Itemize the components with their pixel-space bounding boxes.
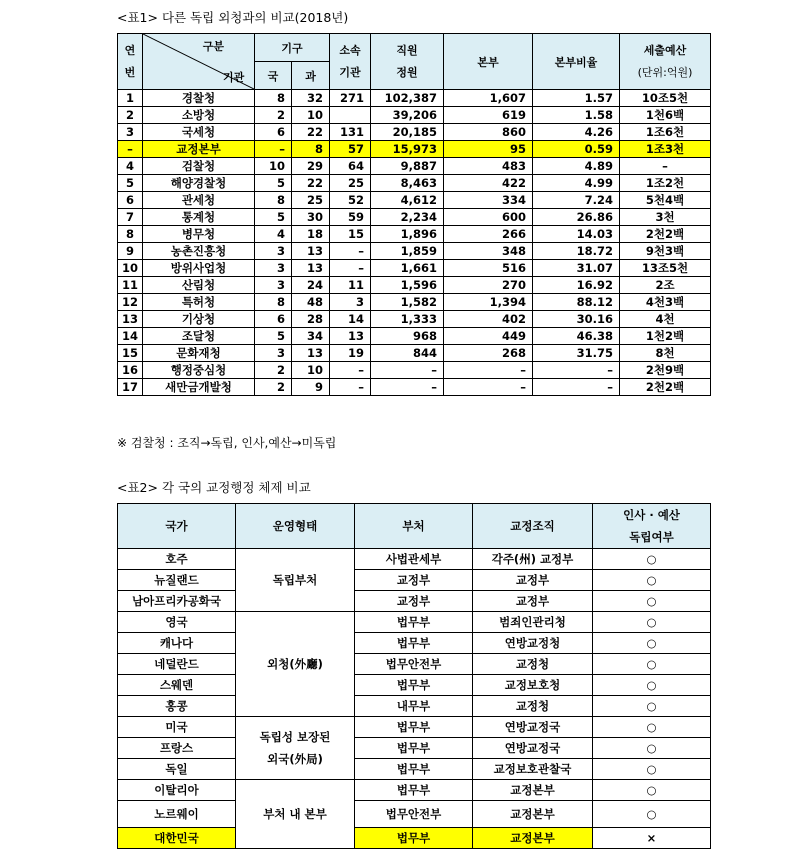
row-org: 경찰청 <box>143 90 255 107</box>
row-sosok: – <box>330 260 371 277</box>
row-ratio: 4.89 <box>533 158 620 175</box>
table-row <box>118 379 711 396</box>
row-hq: 270 <box>444 277 533 294</box>
row-org: 방위사업청 <box>143 260 255 277</box>
row-staff: 39,206 <box>371 107 444 124</box>
table-row <box>118 243 711 260</box>
row-org: 병무청 <box>143 226 255 243</box>
row-gwa: 32 <box>292 90 330 107</box>
row-sosok: – <box>330 362 371 379</box>
row-ratio: – <box>533 362 620 379</box>
table-row <box>118 345 711 362</box>
header-gigu: 기구 <box>255 34 330 62</box>
header-gubun: 구분 <box>202 40 224 53</box>
row-ministry: 법무부 <box>355 780 473 801</box>
row-country: 남아프리카공화국 <box>118 591 236 612</box>
row-gwa: 25 <box>292 192 330 209</box>
row-ministry: 법무부 <box>355 612 473 633</box>
row-ratio: 16.92 <box>533 277 620 294</box>
row-hq: 619 <box>444 107 533 124</box>
table-row <box>118 192 711 209</box>
row-independence: ○ <box>593 654 711 675</box>
row-gwa: 28 <box>292 311 330 328</box>
row-ratio: 0.59 <box>533 141 620 158</box>
row-no: 6 <box>118 192 143 209</box>
row-ratio: 88.12 <box>533 294 620 311</box>
table1-note: ※ 검찰청 : 조직→독립, 인사,예산→미독립 <box>117 436 337 450</box>
row-staff: 15,973 <box>371 141 444 158</box>
row-staff: 844 <box>371 345 444 362</box>
row-corrections-org: 교정부 <box>473 570 593 591</box>
table-row <box>118 612 711 633</box>
row-independence: ○ <box>593 675 711 696</box>
row-org: 관세청 <box>143 192 255 209</box>
row-guk: 5 <box>255 328 292 345</box>
row-country: 뉴질랜드 <box>118 570 236 591</box>
form-line: 독립부처 <box>272 573 318 587</box>
row-independence: ○ <box>593 801 711 828</box>
row-hq: 449 <box>444 328 533 345</box>
row-gwa: 9 <box>292 379 330 396</box>
row-guk: 6 <box>255 124 292 141</box>
row-corrections-org: 교정보호관찰국 <box>473 759 593 780</box>
row-ratio: 31.75 <box>533 345 620 362</box>
row-guk: 6 <box>255 311 292 328</box>
row-independence: ○ <box>593 591 711 612</box>
row-no: – <box>118 141 143 158</box>
row-sosok: 11 <box>330 277 371 294</box>
row-budget: 1조2천 <box>620 175 711 192</box>
row-hq: 95 <box>444 141 533 158</box>
header-gwa: 과 <box>292 62 330 90</box>
header-gigwan: 기관 <box>223 71 245 84</box>
row-corrections-org: 연방교정국 <box>473 738 593 759</box>
row-staff: 1,333 <box>371 311 444 328</box>
row-country: 프랑스 <box>118 738 236 759</box>
row-ratio: 26.86 <box>533 209 620 226</box>
header-bonbu: 본부 <box>444 34 533 90</box>
row-independence: ○ <box>593 570 711 591</box>
row-guk: 2 <box>255 107 292 124</box>
row-no: 1 <box>118 90 143 107</box>
row-sosok: 13 <box>330 328 371 345</box>
row-corrections-org: 교정본부 <box>473 801 593 828</box>
row-org: 특허청 <box>143 294 255 311</box>
row-sosok: 25 <box>330 175 371 192</box>
row-corrections-org: 연방교정청 <box>473 633 593 654</box>
row-hq: 348 <box>444 243 533 260</box>
row-gwa: 13 <box>292 260 330 277</box>
table-row <box>118 780 711 801</box>
row-budget: 9천3백 <box>620 243 711 260</box>
row-no: 5 <box>118 175 143 192</box>
table-row <box>118 828 711 849</box>
row-ministry: 내무부 <box>355 696 473 717</box>
row-gwa: 22 <box>292 124 330 141</box>
row-no: 10 <box>118 260 143 277</box>
row-budget: 10조5천 <box>620 90 711 107</box>
row-sosok: 14 <box>330 311 371 328</box>
row-corrections-org: 교정보호청 <box>473 675 593 696</box>
row-staff: 968 <box>371 328 444 345</box>
row-sosok: 271 <box>330 90 371 107</box>
row-org: 해양경찰청 <box>143 175 255 192</box>
table-row <box>118 175 711 192</box>
row-guk: 2 <box>255 362 292 379</box>
row-ratio: 7.24 <box>533 192 620 209</box>
table-row <box>118 801 711 828</box>
table1-caption: <표1> 다른 독립 외청과의 비교(2018년) <box>117 10 349 25</box>
row-staff: 1,896 <box>371 226 444 243</box>
row-guk: 3 <box>255 260 292 277</box>
table-row <box>118 209 711 226</box>
row-ministry: 교정부 <box>355 591 473 612</box>
row-staff: 8,463 <box>371 175 444 192</box>
table-row <box>118 107 711 124</box>
row-hq: 860 <box>444 124 533 141</box>
row-hq: 1,607 <box>444 90 533 107</box>
row-sosok <box>330 107 371 124</box>
table-row <box>118 226 711 243</box>
row-budget: 8천 <box>620 345 711 362</box>
row-hq: 1,394 <box>444 294 533 311</box>
row-country: 호주 <box>118 549 236 570</box>
row-gwa: 18 <box>292 226 330 243</box>
table-row <box>118 294 711 311</box>
row-budget: 1조6천 <box>620 124 711 141</box>
row-corrections-org: 각주(州) 교정부 <box>473 549 593 570</box>
comparison-table-agencies <box>117 33 711 396</box>
row-gwa: 22 <box>292 175 330 192</box>
header-guk: 국 <box>255 62 292 90</box>
row-guk: 5 <box>255 175 292 192</box>
row-ministry: 법무부 <box>355 717 473 738</box>
row-form <box>236 549 355 612</box>
table-row <box>118 277 711 294</box>
row-sosok: 131 <box>330 124 371 141</box>
row-hq: 516 <box>444 260 533 277</box>
row-independence: ○ <box>593 759 711 780</box>
row-ratio: 18.72 <box>533 243 620 260</box>
row-gwa: 34 <box>292 328 330 345</box>
row-org: 검찰청 <box>143 158 255 175</box>
table-row <box>118 591 711 612</box>
row-hq: 600 <box>444 209 533 226</box>
row-org: 농촌진흥청 <box>143 243 255 260</box>
row-corrections-org: 교정청 <box>473 696 593 717</box>
row-corrections-org: 교정부 <box>473 591 593 612</box>
row-sosok: 19 <box>330 345 371 362</box>
row-staff: 9,887 <box>371 158 444 175</box>
row-sosok: 59 <box>330 209 371 226</box>
row-country: 홍콩 <box>118 696 236 717</box>
table2-caption: <표2> 각 국의 교정행정 체제 비교 <box>117 480 311 495</box>
row-form <box>236 717 355 780</box>
row-guk: 8 <box>255 90 292 107</box>
row-corrections-org: 교정본부 <box>473 780 593 801</box>
row-form <box>236 780 355 849</box>
table-row <box>118 158 711 175</box>
row-budget: 4천3백 <box>620 294 711 311</box>
row-country: 독일 <box>118 759 236 780</box>
row-ministry: 법무부 <box>355 759 473 780</box>
row-budget: 2천2백 <box>620 379 711 396</box>
row-sosok: – <box>330 379 371 396</box>
row-gwa: 13 <box>292 345 330 362</box>
row-staff: 1,582 <box>371 294 444 311</box>
row-sosok: 64 <box>330 158 371 175</box>
row-staff: – <box>371 362 444 379</box>
row-no: 13 <box>118 311 143 328</box>
row-ministry: 법무부 <box>355 675 473 696</box>
table-row <box>118 633 711 654</box>
row-org: 새만금개발청 <box>143 379 255 396</box>
table-row <box>118 549 711 570</box>
row-hq: 483 <box>444 158 533 175</box>
row-country: 영국 <box>118 612 236 633</box>
header-ministry: 부처 <box>355 504 473 549</box>
row-budget: 2천2백 <box>620 226 711 243</box>
row-budget: 3천 <box>620 209 711 226</box>
row-ratio: – <box>533 379 620 396</box>
row-country: 캐나다 <box>118 633 236 654</box>
row-org: 행정중심청 <box>143 362 255 379</box>
row-no: 17 <box>118 379 143 396</box>
row-independence: ○ <box>593 612 711 633</box>
row-org: 산림청 <box>143 277 255 294</box>
header-no: 연 번 <box>118 34 143 90</box>
table-row <box>118 141 711 158</box>
row-gwa: 13 <box>292 243 330 260</box>
row-corrections-org: 교정청 <box>473 654 593 675</box>
row-country: 미국 <box>118 717 236 738</box>
row-staff: 20,185 <box>371 124 444 141</box>
form-line: 외국(外局) <box>267 752 323 766</box>
header-form: 운영형태 <box>236 504 355 549</box>
row-guk: 3 <box>255 277 292 294</box>
row-no: 2 <box>118 107 143 124</box>
row-staff: 4,612 <box>371 192 444 209</box>
row-budget: 13조5천 <box>620 260 711 277</box>
row-staff: – <box>371 379 444 396</box>
row-form <box>236 612 355 717</box>
header-sosok: 소속 기관 <box>330 34 371 90</box>
row-ratio: 1.58 <box>533 107 620 124</box>
row-org: 소방청 <box>143 107 255 124</box>
row-independence: ○ <box>593 780 711 801</box>
row-hq: – <box>444 362 533 379</box>
row-hq: 334 <box>444 192 533 209</box>
form-line: 외청(外廳) <box>267 657 323 671</box>
row-no: 4 <box>118 158 143 175</box>
row-staff: 1,661 <box>371 260 444 277</box>
row-staff: 1,596 <box>371 277 444 294</box>
row-country: 대한민국 <box>118 828 236 849</box>
row-ratio: 30.16 <box>533 311 620 328</box>
row-ministry: 법무부 <box>355 738 473 759</box>
row-ministry: 법무안전부 <box>355 654 473 675</box>
row-independence: ○ <box>593 633 711 654</box>
row-guk: – <box>255 141 292 158</box>
table-row <box>118 654 711 675</box>
row-ratio: 1.57 <box>533 90 620 107</box>
row-guk: 8 <box>255 294 292 311</box>
row-org: 국세청 <box>143 124 255 141</box>
row-ratio: 4.26 <box>533 124 620 141</box>
row-country: 노르웨이 <box>118 801 236 828</box>
row-country: 스웨덴 <box>118 675 236 696</box>
row-no: 16 <box>118 362 143 379</box>
row-independence: ○ <box>593 738 711 759</box>
row-no: 14 <box>118 328 143 345</box>
row-budget: 4천 <box>620 311 711 328</box>
row-no: 15 <box>118 345 143 362</box>
row-org: 통계청 <box>143 209 255 226</box>
row-independence: × <box>593 828 711 849</box>
row-org: 조달청 <box>143 328 255 345</box>
row-budget: 5천4백 <box>620 192 711 209</box>
row-hq: 266 <box>444 226 533 243</box>
row-corrections-org: 교정본부 <box>473 828 593 849</box>
row-corrections-org: 연방교정국 <box>473 717 593 738</box>
row-guk: 2 <box>255 379 292 396</box>
row-no: 9 <box>118 243 143 260</box>
table-row <box>118 90 711 107</box>
table-row <box>118 260 711 277</box>
row-hq: – <box>444 379 533 396</box>
row-gwa: 29 <box>292 158 330 175</box>
comparison-table-countries <box>117 503 711 849</box>
row-no: 11 <box>118 277 143 294</box>
row-corrections-org: 범죄인관리청 <box>473 612 593 633</box>
row-ratio: 4.99 <box>533 175 620 192</box>
row-budget: 1조3천 <box>620 141 711 158</box>
header-budget: 세출예산 (단위:억원) <box>620 34 711 90</box>
header-diagonal <box>143 34 255 90</box>
row-no: 3 <box>118 124 143 141</box>
row-ministry: 법무안전부 <box>355 801 473 828</box>
row-org: 기상청 <box>143 311 255 328</box>
row-gwa: 10 <box>292 107 330 124</box>
row-independence: ○ <box>593 717 711 738</box>
row-no: 8 <box>118 226 143 243</box>
row-org: 교정본부 <box>143 141 255 158</box>
row-sosok: – <box>330 243 371 260</box>
table-row <box>118 328 711 345</box>
table-row <box>118 124 711 141</box>
table-row <box>118 759 711 780</box>
row-ministry: 교정부 <box>355 570 473 591</box>
row-sosok: 15 <box>330 226 371 243</box>
row-country: 네덜란드 <box>118 654 236 675</box>
header-country: 국가 <box>118 504 236 549</box>
header-bonbu-ratio: 본부비율 <box>533 34 620 90</box>
row-budget: 1천2백 <box>620 328 711 345</box>
row-guk: 4 <box>255 226 292 243</box>
row-sosok: 57 <box>330 141 371 158</box>
header-jigwon: 직원 정원 <box>371 34 444 90</box>
row-country: 이탈리아 <box>118 780 236 801</box>
row-staff: 102,387 <box>371 90 444 107</box>
row-ministry: 사법관세부 <box>355 549 473 570</box>
row-independence: ○ <box>593 549 711 570</box>
row-no: 7 <box>118 209 143 226</box>
row-budget: 1천6백 <box>620 107 711 124</box>
row-ministry: 법무부 <box>355 828 473 849</box>
row-guk: 8 <box>255 192 292 209</box>
row-ratio: 46.38 <box>533 328 620 345</box>
header-independence: 인사 · 예산 독립여부 <box>593 504 711 549</box>
row-gwa: 10 <box>292 362 330 379</box>
row-staff: 2,234 <box>371 209 444 226</box>
row-hq: 422 <box>444 175 533 192</box>
row-ratio: 31.07 <box>533 260 620 277</box>
table-row <box>118 570 711 591</box>
row-gwa: 24 <box>292 277 330 294</box>
row-guk: 10 <box>255 158 292 175</box>
row-no: 12 <box>118 294 143 311</box>
table-row <box>118 696 711 717</box>
row-staff: 1,859 <box>371 243 444 260</box>
table-row <box>118 738 711 759</box>
table-row <box>118 311 711 328</box>
row-gwa: 8 <box>292 141 330 158</box>
row-ministry: 법무부 <box>355 633 473 654</box>
form-line: 독립성 보장된 <box>259 730 331 744</box>
row-hq: 268 <box>444 345 533 362</box>
row-gwa: 48 <box>292 294 330 311</box>
row-gwa: 30 <box>292 209 330 226</box>
form-line: 부처 내 본부 <box>263 807 327 821</box>
row-guk: 5 <box>255 209 292 226</box>
row-independence: ○ <box>593 696 711 717</box>
row-budget: 2조 <box>620 277 711 294</box>
row-sosok: 3 <box>330 294 371 311</box>
row-guk: 3 <box>255 243 292 260</box>
row-guk: 3 <box>255 345 292 362</box>
row-sosok: 52 <box>330 192 371 209</box>
row-ratio: 14.03 <box>533 226 620 243</box>
table-row <box>118 362 711 379</box>
row-hq: 402 <box>444 311 533 328</box>
table-row <box>118 675 711 696</box>
table-row <box>118 717 711 738</box>
row-budget: 2천9백 <box>620 362 711 379</box>
row-org: 문화재청 <box>143 345 255 362</box>
row-budget: – <box>620 158 711 175</box>
header-corrections-org: 교정조직 <box>473 504 593 549</box>
